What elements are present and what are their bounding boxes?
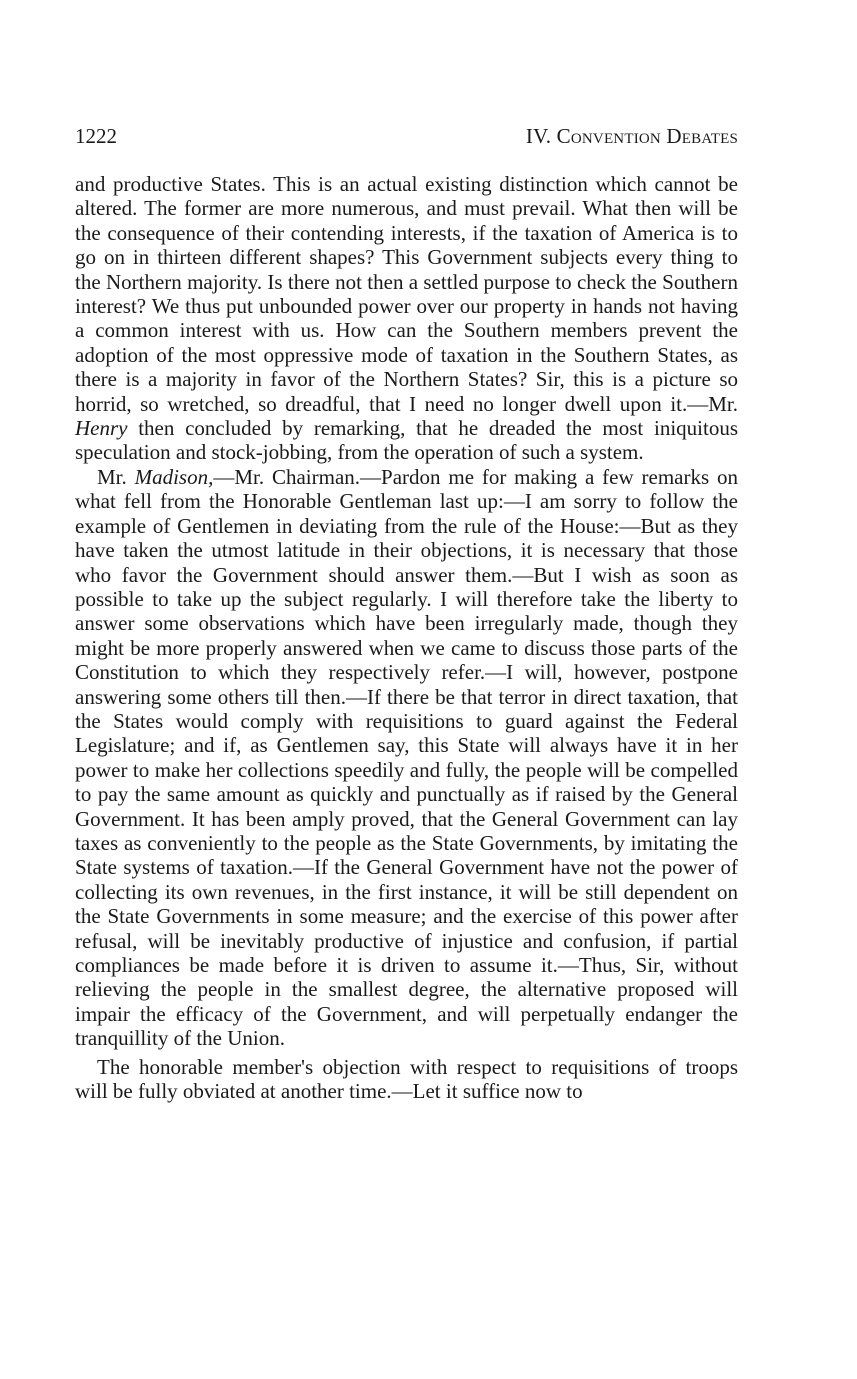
paragraph-madison: Mr. Madison,—Mr. Chairman.—Pardon me for making a few remarks on what fell from the Honorable Gentleman last up:—I am sorry to follow the example of Gentlemen in deviating from the rule of the House:—But as they have taken the utmost latitude in their objections, it is necessary that those who favor the Government should answer them.—But I wish as soon as possible to take up the subject regularly. I will therefore take the liberty to answer some observations which have been irregularly made, though they might be more properly answered when we came to discuss those parts of the Constitution to which they respectively refer.—I will, however, postpone answering some others till then.—If there be that terror in direct taxation, that the States would comply with requisitions to guard against the Federal Legislature; and if, as Gentlemen say, this State will always have it in her power to make her collections speedily and fully, the people will be compelled to pay the same amount as quickly and punctually as if raised by the General Government. It has been amply proved, that the General Government can lay taxes as conveniently to the people as the State Governments, by imitating the State systems of taxation.—If the General Government have not the power of collecting its own revenues, in the first instance, it will be still dependent on the State Governments in some measure; and the exercise of this power after refusal, will be inevitably productive of injustice and confusion, if partial compliances be made before it is driven to assume it.—Thus, Sir, without relieving the people in the smallest degree, the alternative proposed will impair the efficacy of the Government, and will perpetually endanger the tranquillity of the Union. — [75, 464, 738, 1051]
page-number: 1222 — [75, 124, 117, 148]
paragraph-objection: The honorable member's objection with respect to requisitions of troops will be fully obviated at another time.—Let it suffice now to — [75, 1054, 738, 1104]
body-text — [75, 172, 738, 1103]
speaker-madison: Madison, — [134, 464, 214, 489]
paragraph-henry: and productive States. This is an actual existing distinction which cannot be altered. The former are more numerous, and must prevail. What then will be the consequence of their contending interests, if the taxation of America is to go on in thirteen different shapes? This Government subjects every thing to the Northern majority. Is there not then a settled purpose to check the Southern interest? We thus put unbounded power over our property in hands not having a common interest with us. How can the Southern members prevent the adoption of the most oppressive mode of taxation in the Southern States, as there is a majority in favor of the Northern States? Sir, this is a picture so horrid, so wretched, so dreadful, that I need no longer dwell upon it.—Mr. Henry then concluded by remarking, that he dreaded the most iniquitous speculation and stock-jobbing, from the operation of such a system. — [75, 172, 738, 465]
speaker-henry: Henry — [75, 416, 128, 441]
running-head — [75, 120, 738, 152]
page — [75, 120, 738, 1103]
running-title: IV. Convention Debates — [525, 124, 738, 148]
